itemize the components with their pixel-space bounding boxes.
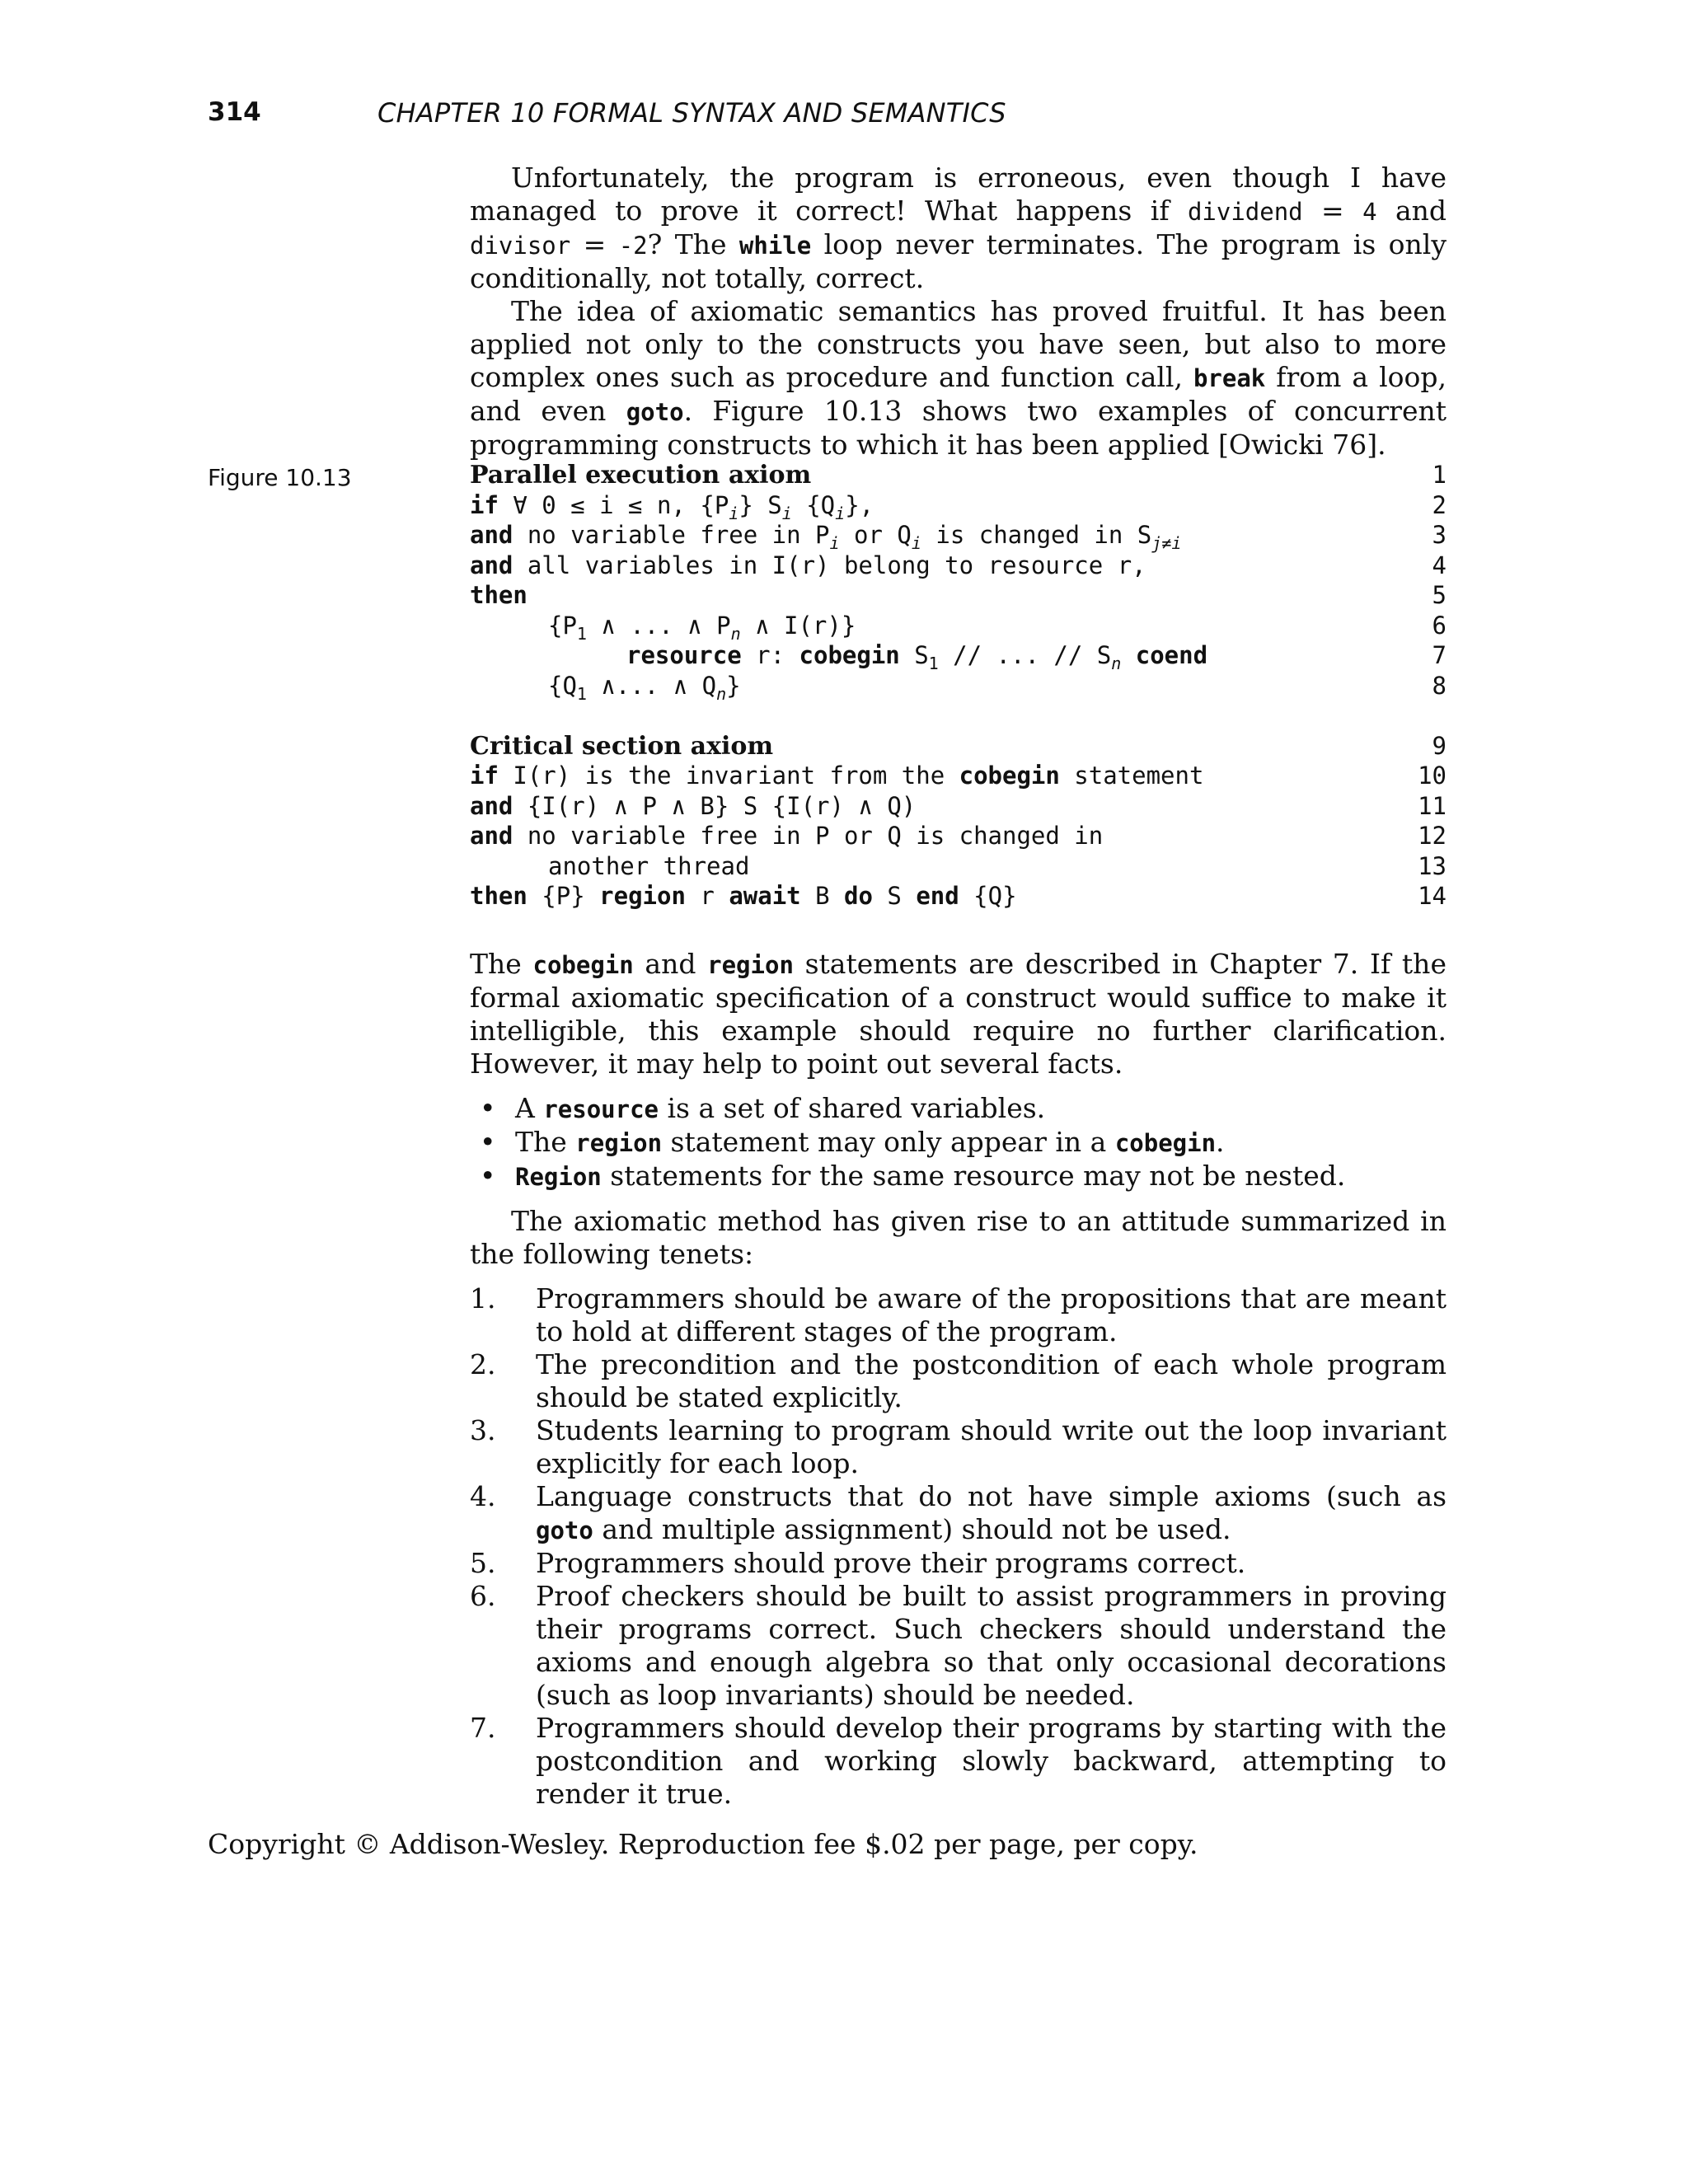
code-line-4: and all variables in I(r) belong to resource r, 4 — [470, 551, 1447, 579]
code-line-11: and {I(r) ∧ P ∧ B} S {I(r) ∧ Q) 11 — [470, 791, 1447, 820]
code-line-9: Critical section axiom 9 — [470, 731, 1447, 761]
code-line-14: then {P} region r await B do S end {Q} 14 — [470, 882, 1447, 910]
facts-list — [470, 1092, 1447, 1193]
list-item: 2. The precondition and the postcondition of each whole program should be stated explicitly. — [470, 1348, 1447, 1413]
figure-label: Figure 10.13 — [208, 464, 352, 491]
code-line-10: if I(r) is the invariant from the cobegin statement 10 — [470, 762, 1447, 790]
code-line-1: Parallel execution axiom 1 — [470, 461, 1447, 490]
code-line-7: resource r: cobegin $S_1$ // ... // $S_n$ coend 7 — [626, 641, 1447, 673]
code-line-5: then 5 — [470, 581, 1447, 609]
tenets-intro: The axiomatic method has given rise to an attitude summarized in the following tenets: — [470, 1205, 1447, 1270]
list-item: 4. Language constructs that do not have simple axioms (such as goto and multiple assignment) should not be used. — [470, 1480, 1447, 1545]
after-figure-paragraph: The cobegin and region statements are described in Chapter 7. If the formal axiomatic specification of a construct would suffice to make it intelligible, this example should require no further clarification. However, it may help to point out several facts. — [470, 948, 1447, 1080]
list-item: 1. Programmers should be aware of the propositions that are meant to hold at different stages of the program. — [470, 1282, 1447, 1347]
body-section — [470, 948, 1447, 1811]
code-line-8: {$Q_1$ ∧... ∧ $Q_n$} 8 — [548, 671, 1447, 704]
code-line-2: if ∀ 0 ≤ i ≤ n, $\{P_i\}$ $S_i$ $\{Q_i\}$, 2 — [470, 490, 1447, 523]
list-item: • A resource is a set of shared variables. — [480, 1092, 1046, 1124]
chapter-title: CHAPTER 10 FORMAL SYNTAX AND SEMANTICS — [377, 97, 1006, 129]
list-item: • Region statements for the same resource may not be nested. — [480, 1160, 1346, 1192]
intro-section — [470, 162, 1447, 462]
code-line-12: and no variable free in P or Q is changed in 12 — [470, 822, 1447, 850]
figure-10-13 — [470, 460, 1447, 912]
copyright-footer: Copyright © Addison-Wesley. Reproduction fee $.02 per page, per copy. — [208, 1828, 1198, 1860]
page-number: 314 — [208, 97, 261, 127]
list-item: 7. Programmers should develop their programs by starting with the postcondition and working slowly backward, attempting to render it true. — [470, 1712, 1447, 1810]
tenets-list — [470, 1282, 1447, 1811]
intro-paragraph-1: Unfortunately, the program is erroneous, even though I have managed to prove it correct! What happens if dividend = 4 and divisor = -2? The while loop never terminates. The program is only conditionally, not totally, correct. — [470, 162, 1447, 294]
list-item: 5. Programmers should prove their programs correct. — [470, 1547, 1246, 1579]
code-line-6: {$P_1$ ∧ ... ∧ $P_n$ ∧ I(r)} 6 — [548, 611, 1447, 644]
code-line-3: and no variable free in $P_i$ or $Q_i$ is changed in $S_{j\ne i}$ 3 — [470, 521, 1447, 553]
code-line-13: another thread 13 — [548, 851, 1447, 880]
intro-paragraph-2: The idea of axiomatic semantics has proved fruitful. It has been applied not only to the constructs you have seen, but also to more complex ones such as procedure and function call, break from a loop, and even goto. Figure 10.13 shows two examples of concurrent programming constructs to which it has been applied [Owicki 76]. — [470, 295, 1447, 461]
list-item: • The region statement may only appear in a cobegin. — [480, 1126, 1225, 1158]
list-item: 3. Students learning to program should write out the loop invariant explicitly for each loop. — [470, 1414, 1447, 1479]
list-item: 6. Proof checkers should be built to assist programmers in proving their programs correct. Such checkers should understand the axioms and enough algebra so that only occasional decorations (such as loop invariants) should be needed. — [470, 1580, 1447, 1711]
